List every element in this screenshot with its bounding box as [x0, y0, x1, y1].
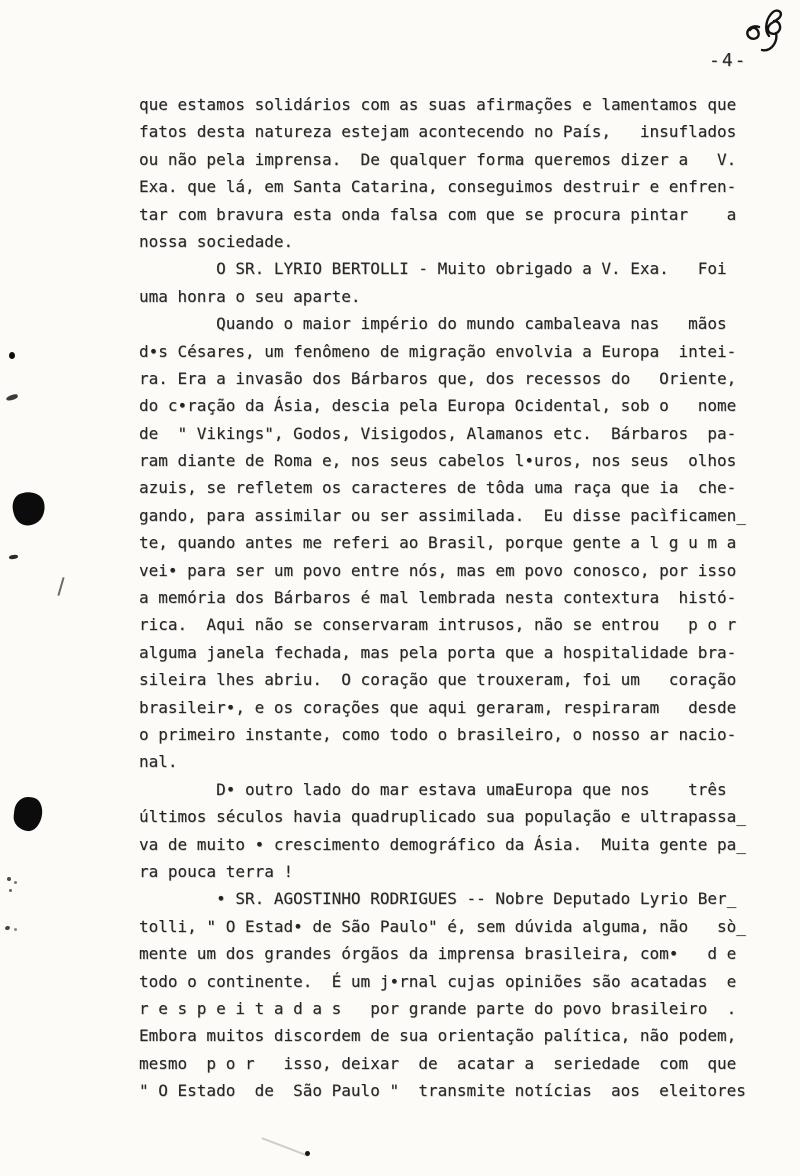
- text-line: O SR. LYRIO BERTOLLI - Muito obrigado a V. Exa. Foi: [139, 259, 727, 279]
- ink-speck: [305, 1151, 310, 1156]
- text-line: Embora muitos discordem de sua orientação palítica, não podem,: [139, 1026, 737, 1046]
- ink-speck: [7, 877, 11, 881]
- text-line: azuis, se refletem os caracteres de tôda uma raça que ia che-: [139, 478, 737, 498]
- ink-blob: [12, 795, 44, 832]
- text-line: mesmo p o r isso, deixar de acatar a seriedade com que: [139, 1053, 737, 1073]
- text-line: uma honra o seu aparte.: [139, 286, 361, 306]
- text-line: te, quando antes me referi ao Brasil, porque gente a l g u m a: [139, 533, 737, 553]
- text-line: a memória dos Bárbaros é mal lembrada nesta contextura histó-: [139, 588, 737, 608]
- text-line: • SR. AGOSTINHO RODRIGUES -- Nobre Deputado Lyrio Ber̲: [139, 889, 737, 909]
- ink-speck: [14, 928, 17, 931]
- ink-dash: [9, 554, 18, 559]
- text-line: ou não pela imprensa. De qualquer forma queremos dizer a V.: [139, 149, 737, 169]
- text-line: vei• para ser um povo entre nós, mas em povo conosco, por isso: [139, 560, 737, 580]
- text-line: alguma janela fechada, mas pela porta que a hospitalidade bra-: [139, 642, 737, 662]
- text-line: Exa. que lá, em Santa Catarina, conseguimos destruir e enfren-: [139, 177, 737, 197]
- text-line: que estamos solidários com as suas afirmações e lamentamos que: [139, 95, 737, 114]
- ink-speck: [4, 925, 10, 930]
- ink-blob: [9, 489, 48, 529]
- text-line: do c•ração da Ásia, descia pela Europa Ocidental, sob o nome: [139, 396, 737, 416]
- text-line: tar com bravura esta onda falsa com que se procura pintar a: [139, 204, 737, 224]
- text-line: d•s Césares, um fenômeno de migração envolvia a Europa intei-: [139, 341, 737, 361]
- text-line: sileira lhes abriu. O coração que trouxeram, foi um coração: [139, 670, 737, 690]
- ink-smudge: [6, 393, 19, 401]
- text-line: " O Estado de São Paulo " transmite notícias aos eleitores: [139, 1081, 746, 1101]
- text-line: D• outro lado do mar estava umaEuropa que nos três: [139, 779, 727, 799]
- text-line: gando, para assimilar ou ser assimilada. Eu disse pacìficamen̲: [139, 505, 746, 525]
- ink-speck: [9, 352, 15, 359]
- text-line: o primeiro instante, como todo o brasileiro, o nosso ar nacio-: [139, 724, 737, 744]
- text-line: de " Vikings", Godos, Visigodos, Alamanos etc. Bárbaros pa-: [139, 423, 737, 443]
- ink-speck: [9, 889, 12, 892]
- scratch-mark: [261, 1137, 308, 1157]
- text-line: r e s p e i t a d a s por grande parte do povo brasileiro .: [139, 998, 737, 1018]
- text-line: ram diante de Roma e, nos seus cabelos l•uros, nos seus olhos: [139, 451, 737, 471]
- text-line: todo o continente. É um j•rnal cujas opiniões são acatadas e: [139, 971, 737, 991]
- text-line: rica. Aqui não se conservaram intrusos, não se entrou p o r: [139, 615, 737, 635]
- text-line: ra. Era a invasão dos Bárbaros que, dos recessos do Oriente,: [139, 368, 737, 388]
- text-line: ra pouca terra !: [139, 861, 294, 881]
- text-line: fatos desta natureza estejam acontecendo no País, insuflados: [139, 122, 737, 142]
- ink-speck: [14, 881, 17, 884]
- text-line: nal.: [139, 752, 178, 772]
- page-number: -4-: [709, 50, 748, 71]
- text-line: brasileir•, e os corações que aqui geraram, respiraram desde: [139, 697, 737, 717]
- text-line: tolli, " O Estad• de São Paulo" é, sem dúvida alguma, não sò̲: [139, 916, 746, 936]
- typewritten-text: [139, 91, 746, 1104]
- text-line: nossa sociedade.: [139, 231, 294, 251]
- text-line: últimos séculos havia quadruplicado sua população e ultrapassa̲: [139, 807, 746, 827]
- pencil-slash-mark: [57, 577, 64, 596]
- text-line: va de muito • crescimento demográfico da Ásia. Muita gente pa̲: [139, 834, 746, 854]
- text-line: Quando o maior império do mundo cambaleava nas mãos: [139, 314, 727, 334]
- text-line: mente um dos grandes órgãos da imprensa brasileira, com• d e: [139, 944, 737, 964]
